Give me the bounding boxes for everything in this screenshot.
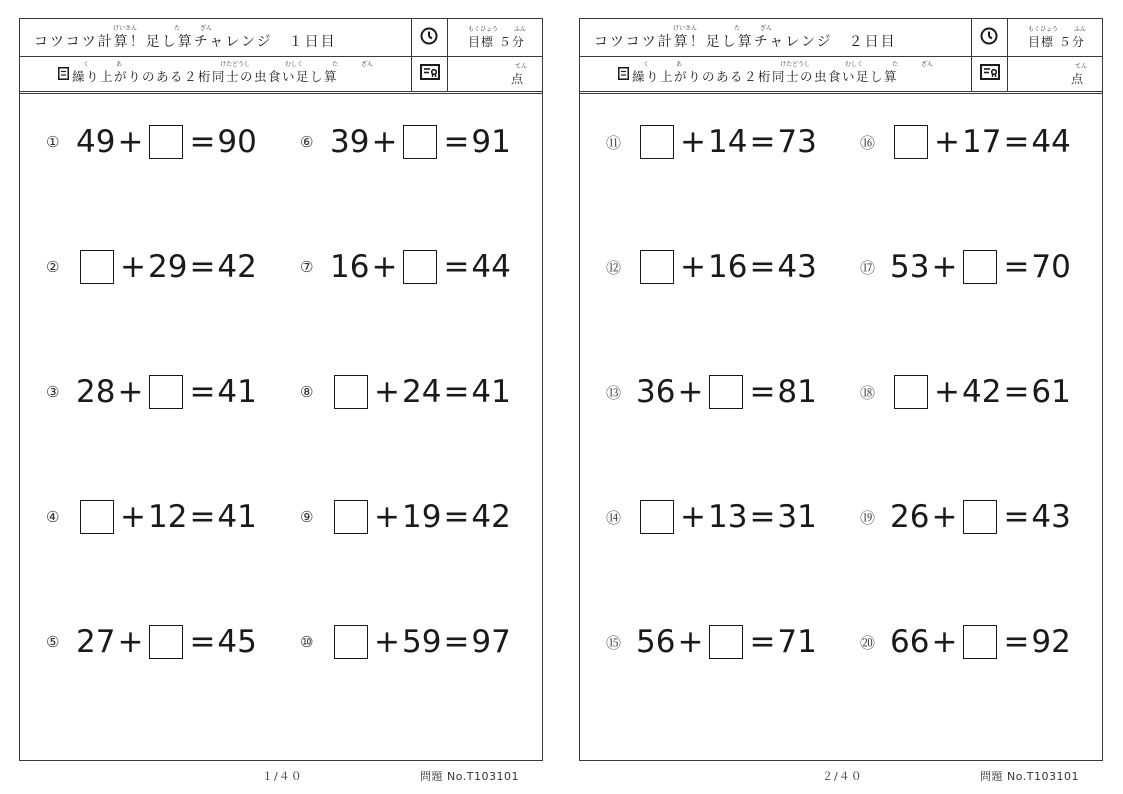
answer-box[interactable]	[80, 250, 114, 284]
problem-number: ⑯	[860, 133, 876, 152]
worksheet-header	[580, 19, 1102, 94]
ruby-ten: てん	[1075, 63, 1088, 70]
equals-sign: =	[1003, 124, 1030, 160]
sum: 41	[217, 374, 257, 410]
problem-row	[300, 247, 511, 287]
plus-sign: +	[117, 124, 144, 160]
plus-sign: +	[374, 624, 400, 660]
ruby-fun: ふん	[514, 26, 527, 33]
equals-sign: =	[1003, 499, 1030, 535]
ruby-mokuhyou: もくひょう	[1028, 26, 1059, 33]
worksheet-subtitle: 繰り上がりのある２桁同士の虫食い足し算	[72, 69, 339, 84]
equals-sign: =	[189, 624, 216, 660]
equals-sign: =	[443, 499, 470, 535]
problem-number: ①	[46, 133, 60, 151]
clock-icon	[980, 27, 998, 45]
answer-box[interactable]	[403, 250, 437, 284]
goal-time: 目標 ５分	[1028, 35, 1085, 49]
answer-box[interactable]	[149, 625, 183, 659]
addend-b: 14	[707, 124, 748, 160]
addend-a: 16	[330, 249, 370, 285]
problem-number: ⑫	[606, 258, 622, 277]
plus-sign: +	[931, 249, 958, 285]
plus-sign: +	[374, 499, 400, 535]
addend-b: 42	[961, 374, 1002, 410]
sum: 73	[777, 124, 817, 160]
problem-id: 問題 No.T103101	[420, 770, 519, 783]
problem-row	[606, 372, 817, 412]
problem-row	[46, 372, 257, 412]
equals-sign: =	[749, 624, 776, 660]
problem-row	[300, 122, 511, 162]
worksheet-title: コツコツ計算！足し算チャレンジ １日目	[34, 34, 337, 50]
problem-number: ⑪	[606, 133, 622, 152]
sum: 90	[217, 124, 257, 160]
addend-a: 28	[76, 374, 116, 410]
ruby-ketadoushi: けたどうし	[780, 61, 811, 68]
answer-box[interactable]	[894, 125, 928, 159]
clock-icon	[420, 27, 438, 45]
equals-sign: =	[189, 374, 216, 410]
plus-sign: +	[934, 124, 960, 160]
answer-box[interactable]	[963, 250, 997, 284]
answer-box[interactable]	[640, 125, 674, 159]
ruby-zan: ざん	[200, 25, 213, 32]
addend-a: 53	[890, 249, 930, 285]
answer-box[interactable]	[149, 375, 183, 409]
answer-box[interactable]	[149, 125, 183, 159]
list-icon	[58, 67, 69, 80]
problem-row	[860, 122, 1071, 162]
addend-a: 27	[76, 624, 116, 660]
addend-b: 12	[147, 499, 188, 535]
equals-sign: =	[749, 374, 776, 410]
plus-sign: +	[931, 624, 958, 660]
answer-box[interactable]	[80, 500, 114, 534]
problem-number: ⑱	[860, 383, 876, 402]
sum: 45	[217, 624, 257, 660]
answer-box[interactable]	[709, 625, 743, 659]
problem-number: ⑬	[606, 383, 622, 402]
ruby-fun: ふん	[1074, 26, 1087, 33]
ruby-ku: く	[643, 61, 650, 68]
addend-b: 13	[707, 499, 748, 535]
answer-box[interactable]	[334, 625, 368, 659]
score-label: 点	[511, 72, 524, 86]
addend-b: 24	[401, 374, 442, 410]
addend-b: 17	[961, 124, 1002, 160]
sum: 44	[471, 249, 511, 285]
worksheet-subtitle: 繰り上がりのある２桁同士の虫食い足し算	[632, 69, 899, 84]
problem-row	[606, 497, 817, 537]
problem-number: ⑳	[860, 633, 876, 652]
addend-a: 39	[330, 124, 370, 160]
ruby-ten: てん	[515, 63, 528, 70]
problem-row	[606, 247, 817, 287]
addend-b: 16	[707, 249, 748, 285]
sum: 61	[1031, 374, 1071, 410]
problem-row	[860, 497, 1071, 537]
plus-sign: +	[117, 374, 144, 410]
equals-sign: =	[1003, 624, 1030, 660]
addend-a: 36	[636, 374, 676, 410]
worksheet-header	[20, 19, 542, 94]
plus-sign: +	[677, 374, 704, 410]
equals-sign: =	[443, 624, 470, 660]
plus-sign: +	[120, 499, 146, 535]
answer-box[interactable]	[640, 250, 674, 284]
sum: 41	[471, 374, 511, 410]
problem-row	[860, 372, 1071, 412]
answer-box[interactable]	[894, 375, 928, 409]
problem-number: ⑰	[860, 258, 876, 277]
list-icon	[618, 67, 629, 80]
answer-box[interactable]	[640, 500, 674, 534]
problem-number: ⑥	[300, 133, 314, 151]
score-card-icon	[980, 64, 1000, 80]
addend-b: 59	[401, 624, 442, 660]
addend-b: 29	[147, 249, 188, 285]
plus-sign: +	[934, 374, 960, 410]
problem-id: 問題 No.T103101	[980, 770, 1079, 783]
goal-time: 目標 ５分	[468, 35, 525, 49]
sum: 44	[1031, 124, 1071, 160]
problem-list	[20, 94, 542, 694]
ruby-mokuhyou: もくひょう	[468, 26, 499, 33]
sum: 81	[777, 374, 817, 410]
sum: 42	[471, 499, 511, 535]
equals-sign: =	[443, 124, 470, 160]
problem-row	[300, 622, 511, 662]
equals-sign: =	[189, 124, 216, 160]
ruby-zan: ざん	[760, 25, 773, 32]
score-label: 点	[1071, 72, 1084, 86]
answer-box[interactable]	[709, 375, 743, 409]
ruby-zan: ざん	[361, 61, 374, 68]
equals-sign: =	[749, 499, 776, 535]
sum: 71	[777, 624, 817, 660]
page-number: １/４０	[262, 770, 303, 783]
plus-sign: +	[680, 124, 706, 160]
ruby-zan: ざん	[921, 61, 934, 68]
ruby-keisan: けいさん	[673, 25, 698, 32]
problem-number: ②	[46, 258, 60, 276]
plus-sign: +	[374, 374, 400, 410]
problem-number: ⑧	[300, 383, 314, 401]
problem-number: ⑭	[606, 508, 622, 527]
plus-sign: +	[680, 249, 706, 285]
equals-sign: =	[1003, 374, 1030, 410]
problem-row	[46, 497, 257, 537]
equals-sign: =	[749, 249, 776, 285]
ruby-mushiku: むしく	[285, 61, 304, 68]
ruby-ta: た	[892, 61, 899, 68]
problem-list	[580, 94, 1102, 694]
equals-sign: =	[189, 499, 216, 535]
plus-sign: +	[120, 249, 146, 285]
sum: 42	[217, 249, 257, 285]
problem-row	[46, 122, 257, 162]
plus-sign: +	[117, 624, 144, 660]
problem-number: ⑤	[46, 633, 60, 651]
problem-row	[860, 622, 1071, 662]
problem-row	[606, 622, 817, 662]
problem-row	[606, 122, 817, 162]
addend-a: 56	[636, 624, 676, 660]
worksheet-day-2	[579, 18, 1103, 761]
ruby-mushiku: むしく	[845, 61, 864, 68]
problem-row	[46, 247, 257, 287]
sum: 97	[471, 624, 511, 660]
score-card-icon	[420, 64, 440, 80]
ruby-a: あ	[676, 61, 683, 68]
problem-number: ⑮	[606, 633, 622, 652]
worksheet-title: コツコツ計算！足し算チャレンジ ２日目	[594, 34, 897, 50]
equals-sign: =	[1003, 249, 1030, 285]
answer-box[interactable]	[963, 500, 997, 534]
sum: 70	[1031, 249, 1071, 285]
equals-sign: =	[749, 124, 776, 160]
equals-sign: =	[443, 249, 470, 285]
answer-box[interactable]	[403, 125, 437, 159]
problem-number: ⑨	[300, 508, 314, 526]
sum: 31	[777, 499, 817, 535]
sum: 92	[1031, 624, 1071, 660]
answer-box[interactable]	[963, 625, 997, 659]
ruby-ta: た	[332, 61, 339, 68]
equals-sign: =	[189, 249, 216, 285]
problem-row	[860, 247, 1071, 287]
ruby-a: あ	[116, 61, 123, 68]
addend-a: 26	[890, 499, 930, 535]
answer-box[interactable]	[334, 375, 368, 409]
worksheet-day-1	[19, 18, 543, 761]
addend-b: 19	[401, 499, 442, 535]
equals-sign: =	[443, 374, 470, 410]
sum: 43	[777, 249, 817, 285]
problem-number: ④	[46, 508, 60, 526]
problem-number: ⑲	[860, 508, 876, 527]
plus-sign: +	[371, 124, 398, 160]
page-number: ２/４０	[822, 770, 863, 783]
sum: 43	[1031, 499, 1071, 535]
problem-number: ⑦	[300, 258, 314, 276]
answer-box[interactable]	[334, 500, 368, 534]
problem-number: ③	[46, 383, 60, 401]
addend-a: 66	[890, 624, 930, 660]
sum: 41	[217, 499, 257, 535]
plus-sign: +	[677, 624, 704, 660]
ruby-ketadoushi: けたどうし	[220, 61, 251, 68]
ruby-ta: た	[734, 25, 741, 32]
ruby-ku: く	[83, 61, 90, 68]
problem-row	[300, 372, 511, 412]
plus-sign: +	[680, 499, 706, 535]
plus-sign: +	[931, 499, 958, 535]
problem-number: ⑩	[300, 633, 314, 651]
ruby-keisan: けいさん	[113, 25, 138, 32]
problem-row	[46, 622, 257, 662]
problem-row	[300, 497, 511, 537]
ruby-ta: た	[174, 25, 181, 32]
addend-a: 49	[76, 124, 116, 160]
sum: 91	[471, 124, 511, 160]
plus-sign: +	[371, 249, 398, 285]
